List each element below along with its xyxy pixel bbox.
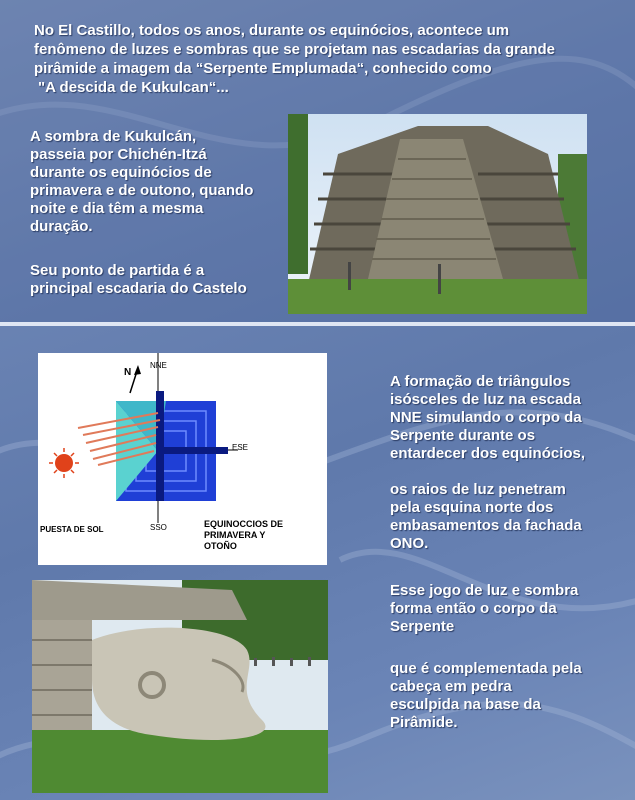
sso-label: SSO (150, 523, 167, 532)
serpent-body-description: Esse jogo de luz e sombra forma então o corpo da Serpente (390, 582, 579, 635)
starting-point-text: Seu ponto de partida é a principal escadaria do Castelo (30, 262, 247, 297)
intro-line-1: No El Castillo, todos os anos, durante os equinócios, acontece um (34, 22, 510, 39)
serpent-head-description: que é complementada pela cabeça em pedra esculpida na base da Pirâmide. (390, 660, 582, 731)
light-rays-description: os raios de luz penetram pela esquina norte dos embasamentos da fachada ONO. (390, 481, 582, 552)
intro-line-3: pirâmide a imagem da “Serpente Emplumada“, conhecido como (34, 60, 492, 77)
north-arrow-icon (130, 365, 141, 393)
section-divider (0, 322, 635, 326)
nne-label: NNE (150, 361, 167, 370)
intro-line-4: "A descida de Kukulcan“... (38, 79, 229, 96)
intro-line-2: fenômeno de luzes e sombras que se projetam nas escadarias da grande (34, 41, 556, 58)
shadow-description: A sombra de Kukulcán, passeia por Chichén-Itzá durante os equinócios de primavera e de outono, quando noite e dia têm a mesma duração. (30, 128, 254, 235)
sunset-label: PUESTA DE SOL (40, 525, 104, 534)
sun-icon (49, 448, 79, 478)
triangles-description: A formação de triângulos isósceles de luz na escada NNE simulando o corpo da Serpente durante os entardecer dos equinócios, (390, 373, 586, 462)
ese-label: ESE (232, 443, 249, 452)
equinox-label: EQUINOCCIOS DE PRIMAVERA Y OTOÑO (204, 519, 284, 551)
equinox-diagram (38, 353, 327, 565)
pyramid-photo (288, 114, 587, 314)
serpent-head-photo (32, 580, 328, 793)
north-label: N (124, 367, 132, 378)
